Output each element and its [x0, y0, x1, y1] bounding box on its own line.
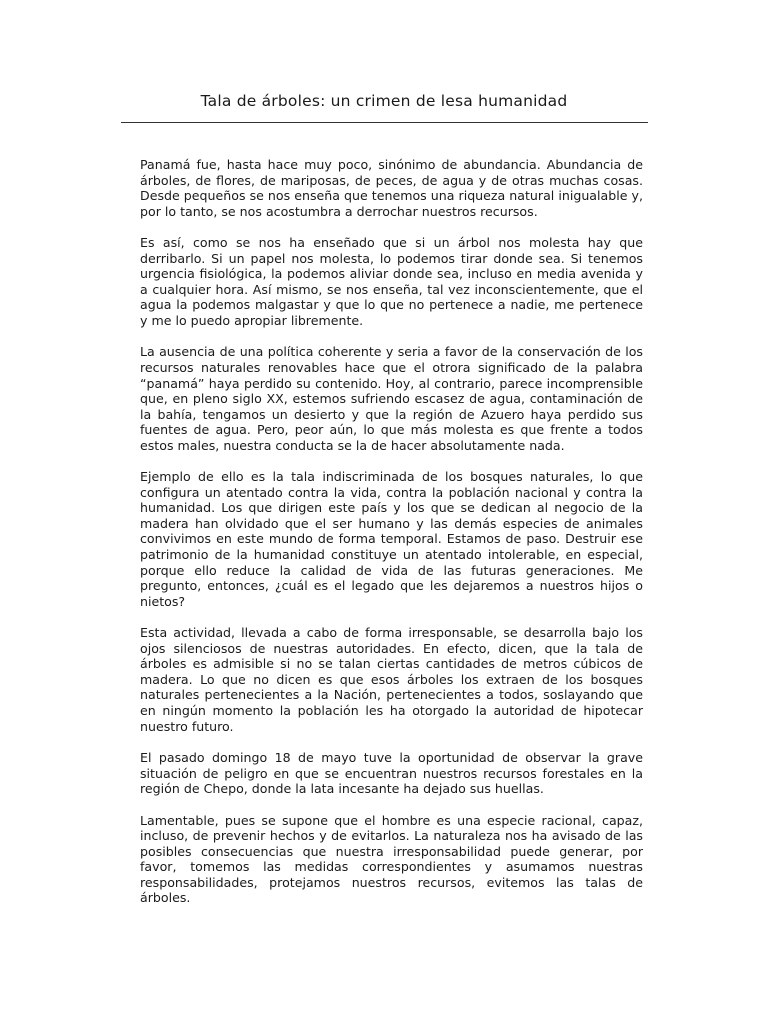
- paragraph-1: Panamá fue, hasta hace muy poco, sinónimo de abundancia. Abundancia de árboles, de flores, de mariposas, de peces, de agua y de otras muchas cosas. Desde pequeños se nos enseña que tenemos una riqueza natural inigualable y, por lo tanto, se nos acostumbra a derrochar nuestros recursos.: [140, 157, 643, 219]
- title-divider: [121, 122, 648, 123]
- document-body: [140, 157, 643, 922]
- paragraph-4: Ejemplo de ello es la tala indiscriminada de los bosques naturales, lo que configura un atentado contra la vida, contra la población nacional y contra la humanidad. Los que dirigen este país y los que se dedican al negocio de la madera han olvidado que el ser humano y las demás especies de animales convivimos en este mundo de forma temporal. Estamos de paso. Destruir ese patrimonio de la humanidad constituye un atentado intolerable, en especial, porque ello reduce la calidad de vida de las futuras generaciones. Me pregunto, entonces, ¿cuál es el legado que les dejaremos a nuestros hijos o nietos?: [140, 469, 643, 609]
- paragraph-6: El pasado domingo 18 de mayo tuve la oportunidad de observar la grave situación de peligro en que se encuentran nuestros recursos forestales en la región de Chepo, donde la lata incesante ha dejado sus huellas.: [140, 750, 643, 797]
- paragraph-3: La ausencia de una política coherente y seria a favor de la conservación de los recursos naturales renovables hace que el otrora significado de la palabra “panamá” haya perdido su contenido. Hoy, al contrario, parece incomprensible que, en pleno siglo XX, estemos sufriendo escasez de agua, contaminación de la bahía, tengamos un desierto y que la región de Azuero haya perdido sus fuentes de agua. Pero, peor aún, lo que más molesta es que frente a todos estos males, nuestra conducta se la de hacer absolutamente nada.: [140, 344, 643, 453]
- paragraph-5: Esta actividad, llevada a cabo de forma irresponsable, se desarrolla bajo los ojos silenciosos de nuestras autoridades. En efecto, dicen, que la tala de árboles es admisible si no se talan ciertas cantidades de metros cúbicos de madera. Lo que no dicen es que esos árboles los extraen de los bosques naturales pertenecientes a la Nación, pertenecientes a todos, soslayando que en ningún momento la población les ha otorgado la autoridad de hipotecar nuestro futuro.: [140, 625, 643, 734]
- document-title: Tala de árboles: un crimen de lesa humanidad: [200, 92, 568, 110]
- paragraph-2: Es así, como se nos ha enseñado que si un árbol nos molesta hay que derribarlo. Si un papel nos molesta, lo podemos tirar donde sea. Si tenemos urgencia fisiológica, la podemos aliviar donde sea, incluso en media avenida y a cualquier hora. Así mismo, se nos enseña, tal vez inconscientemente, que el agua la podemos malgastar y que lo que no pertenece a nadie, me pertenece y me lo puedo apropiar libremente.: [140, 235, 643, 328]
- paragraph-7: Lamentable, pues se supone que el hombre es una especie racional, capaz, incluso, de prevenir hechos y de evitarlos. La naturaleza nos ha avisado de las posibles consecuencias que nuestra irresponsabilidad puede generar, por favor, tomemos las medidas correspondientes y asumamos nuestras responsabilidades, protejamos nuestros recursos, evitemos las talas de árboles.: [140, 812, 643, 906]
